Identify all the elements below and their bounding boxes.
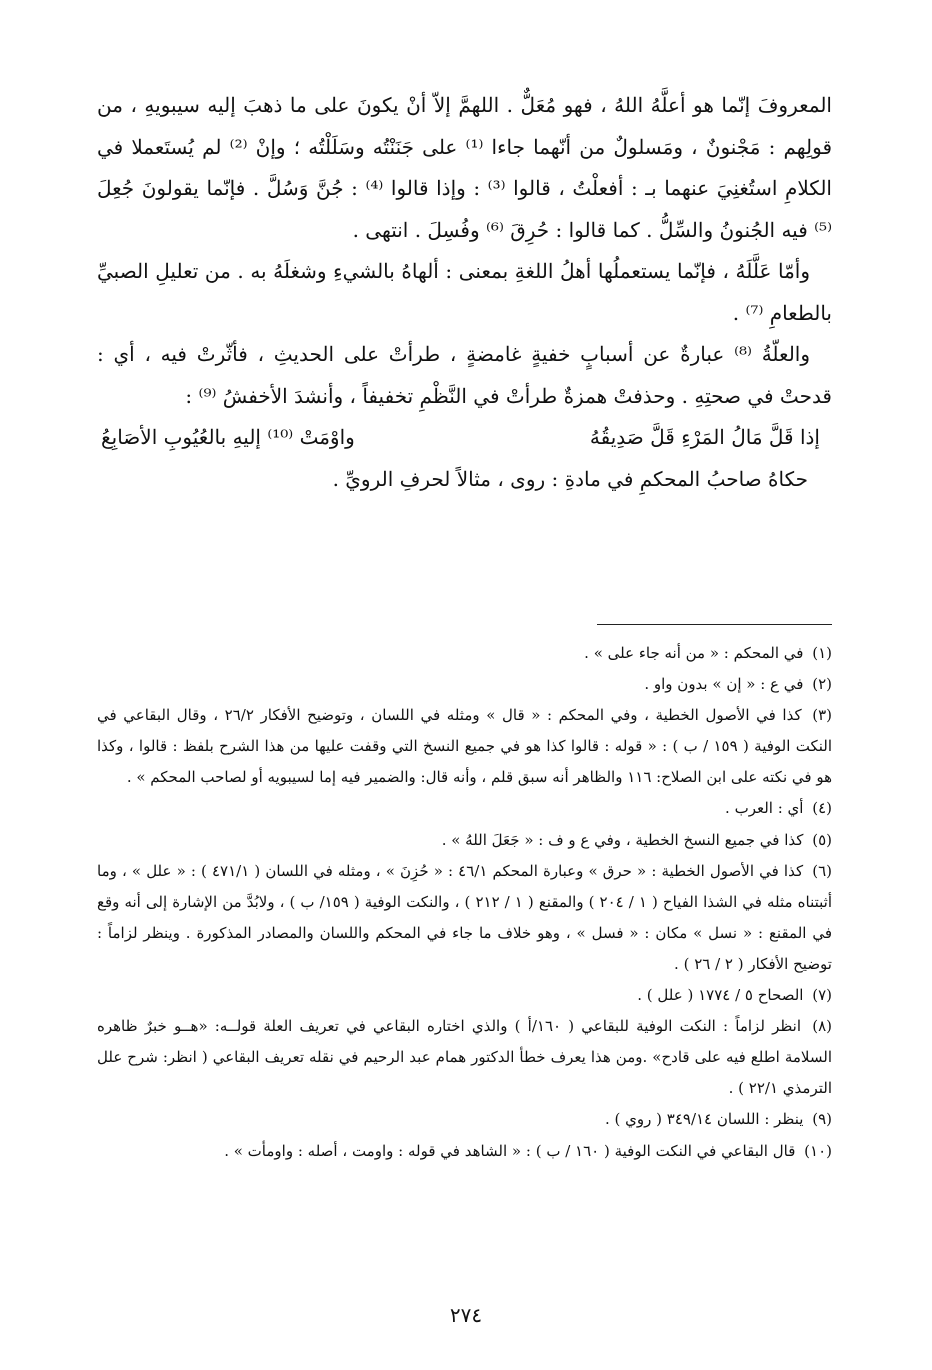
poetry-verse: [97, 417, 832, 459]
footnote-1: [97, 638, 832, 669]
footnote-text: كذا في جميع النسخ الخطية ، وفي ع و ف : « جَعَلَ اللهُ » .: [441, 830, 804, 849]
footnote-number: (٢): [812, 675, 832, 694]
footnote-3: [97, 700, 832, 793]
footnote-text: الصحاح ٥ / ١٧٧٤ ( علل ) .: [637, 986, 804, 1005]
footnote-text: كذا في الأصول الخطية ، وفي المحكم : « قال » ومثله في اللسان ، وتوضيح الأفكار ٢٦/٢ ، وقال البقاعي في النكت الوفية ( ١٥٩ / ب ) : « قوله : قالوا كذا هو في جميع النسخ التي وقفت عليها من هذا الشرح بلفظ : قالوا ، وكذا هو في نكته على ابن الصلاح: ١١٦ والظاهر أنه سبق قلم ، وأنه قال: والضمير فيه إما لسيبويه أو لصاحب المحكم » .: [97, 706, 832, 787]
footnote-number: (٤): [812, 799, 832, 818]
footnote-text: أي : العرب .: [725, 799, 804, 818]
footnote-text: في ع : « إن » بدون واو .: [644, 675, 804, 694]
footnote-number: (١٠): [804, 1141, 832, 1160]
footnote-separator: [597, 624, 832, 625]
footnote-number: (٨): [812, 1017, 832, 1036]
footnote-number: (٧): [812, 986, 832, 1005]
footnote-number: (٥): [812, 830, 832, 849]
footnote-6: [97, 856, 832, 980]
footnote-text: ينظر : اللسان ٣٤٩/١٤ ( روي ) .: [605, 1110, 804, 1129]
footnotes: [97, 638, 832, 1167]
paragraph-3: والعلّةُ ⁽⁸⁾ عبارةٌ عن أسبابٍ خفيةٍ غامضةٍ ، طرأتْ على الحديثِ ، فأثّرتْ فيه ، أي : قدحتْ في صحتِهِ . وحذفتْ همزةٌ طرأتْ في النَّظْمِ تخفيفاً ، وأنشدَ الأخفشُ ⁽⁹⁾ :: [97, 342, 832, 408]
footnote-number: (٦): [812, 861, 832, 880]
footnote-5: [97, 825, 832, 856]
footnote-text: انظر لزاماً : النكت الوفية للبقاعي ( ١٦٠/أ ) والذي اختاره البقاعي في تعريف العلة قولــه: «هــو خبرٌ ظاهره السلامة اطلع فيه على قادح» .ومن هذا يعرف خطأ الدكتور همام عبد الرحيم في نقله تعريف البقاعي ( انظر: شرح علل الترمذي ٢٢/١ ) .: [97, 1017, 832, 1098]
footnote-7: [97, 980, 832, 1011]
footnote-2: [97, 669, 832, 700]
paragraph-4: حكاهُ صاحبُ المحكمِ في مادةِ : روى ، مثالاً لحرفِ الرويِّ .: [332, 466, 808, 491]
footnote-text: قال البقاعي في النكت الوفية ( ١٦٠ / ب ) : « الشاهد في قوله : واومت ، أصله : واومأت » .: [224, 1141, 796, 1160]
paragraph-1: المعروفَ إنّما هو أعلَّهُ اللهُ ، فهو مُعَلٌّ . اللهمَّ إلاّ أنْ يكونَ على ما ذهبَ إليه سيبويهِ ، من قولِهم : مَجْنونٌ ، ومَسلولٌ من أنّهما جاءا ⁽¹⁾ على جَنَنْتُه وسَلَلْتُه ؛ وإنْ ⁽²⁾ لم يُستَعملا في الكلامِ استُغنِيَ عنهما بـ : أفعلْتُ ، قالوا ⁽³⁾ : وإذا قالوا ⁽⁴⁾ : جُنَّ وَسُلَّ . فإنّما يقولونَ جُعِلَ ⁽⁵⁾ فيه الجُنونُ والسِّلُّ . كما قالوا : حُرِقَ ⁽⁶⁾ وفُسِلَ . انتهى .: [97, 93, 833, 242]
verse-second-hemistich: واوْمَتْ ⁽¹⁰⁾ إليهِ بالعُيُوبِ الأصَابِعُ: [101, 425, 355, 449]
verse-first-hemistich: إذا قَلَّ مَالُ المَرْءِ قَلَّ صَدِيقُهُ: [589, 425, 820, 449]
footnote-number: (١): [812, 644, 832, 662]
footnote-10: [97, 1136, 832, 1167]
paragraph-2: وأمّا عَلَّلَهُ ، فإنّما يستعملُها أهلُ اللغةِ بمعنى : ألهاهُ بالشيءِ وشغلَهُ به . من تعليلِ الصبيِّ بالطعامِ ⁽⁷⁾ .: [97, 259, 832, 325]
footnote-text: في المحكم : « من أنه جاء على » .: [584, 644, 804, 662]
footnote-9: [97, 1104, 832, 1135]
main-text: [97, 85, 832, 500]
footnote-number: (٩): [812, 1110, 832, 1129]
page-number: ٢٧٤: [449, 1303, 483, 1327]
footnote-text: كذا في الأصول الخطية : « حرق » وعبارة المحكم ٤٦/١ : « حُزِنَ » ، ومثله في اللسان ( ٤٧١/١ ) : « علل » ، وما أثبتناه مثله في الشذا الفياح ( ١ / ٢٠٤ ) والمقنع ( ١ / ٢١٢ ) ، والنكت الوفية ( ١٥٩/ ب ) ، ولابُدَّ من الإشارة إلى أنه وقع في المقنع : « نسل » مكان : « فسل » ، وهو خلاف ما جاء في المحكم واللسان والمصادر المذكورة . وينظر لزاماً : توضيح الأفكار ( ٢ / ٢٦ ) .: [97, 861, 832, 973]
footnote-number: (٣): [812, 706, 832, 725]
footnote-8: [97, 1011, 832, 1104]
footnote-4: [97, 793, 832, 824]
